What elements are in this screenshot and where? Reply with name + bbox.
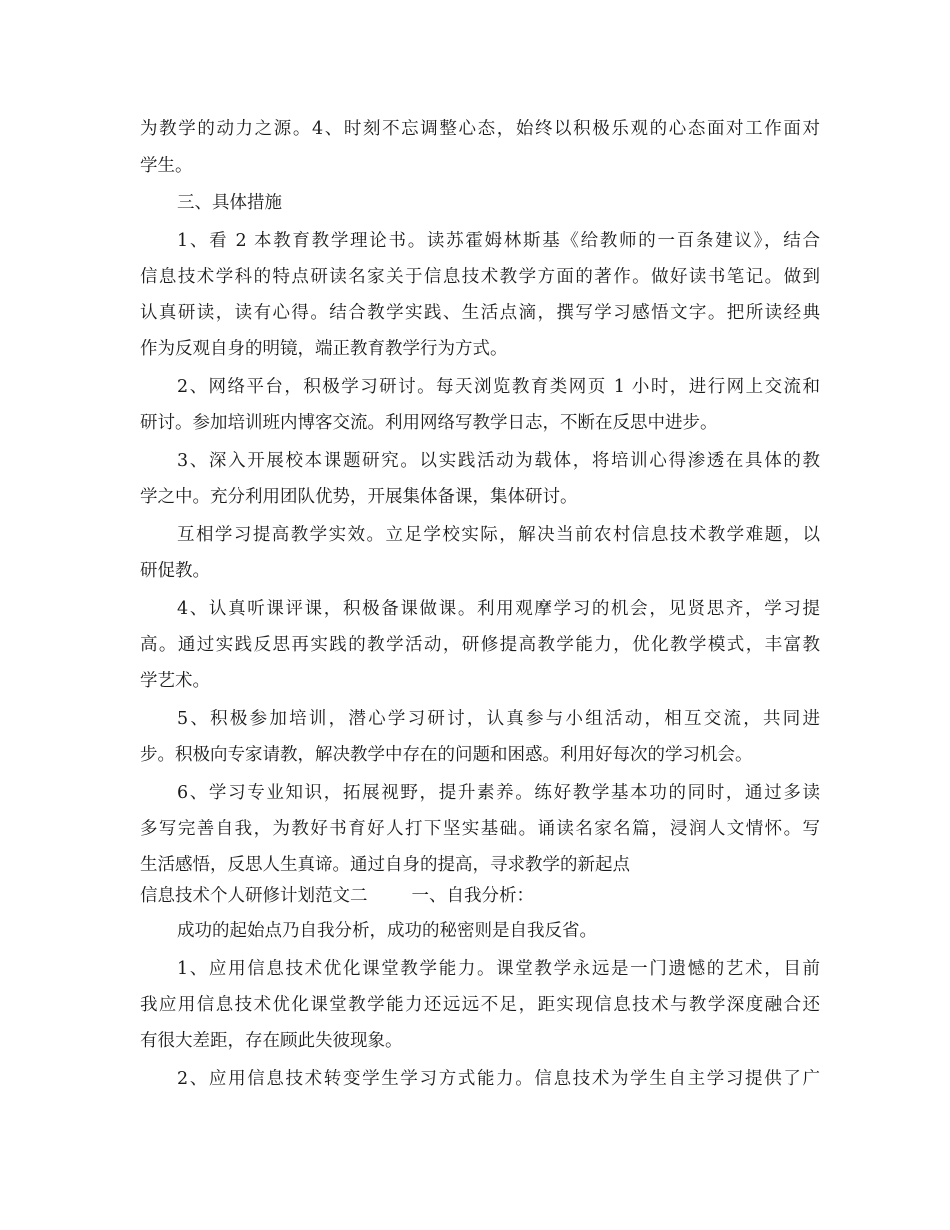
text-line: 6、学习专业知识，拓展视野，提升素养。练好教学基本功的同时，通过多读 xyxy=(177,783,820,803)
text-line: 信息技术学科的特点研读名家关于信息技术教学方面的著作。做好读书笔记。做到 xyxy=(140,267,820,287)
text-line: 生活感悟，反思人生真谛。通过自身的提高，寻求教学的新起点 xyxy=(140,855,630,875)
text-line: 三、具体措施 xyxy=(177,193,282,213)
text-line: 3、深入开展校本课题研究。以实践活动为载体，将培训心得渗透在具体的教 xyxy=(177,451,820,471)
text-line: 2、网络平台，积极学习研讨。每天浏览教育类网页 1 小时，进行网上交流和 xyxy=(177,377,820,397)
text-line: 学之中。充分利用团队优势，开展集体备课，集体研讨。 xyxy=(140,487,578,507)
text-line: 学生。 xyxy=(140,156,193,176)
text-line: 互相学习提高教学实效。立足学校实际，解决当前农村信息技术教学难题，以 xyxy=(177,525,820,545)
text-line: 5、积极参加培训，潜心学习研讨，认真参与小组活动，相互交流，共同进 xyxy=(177,709,820,729)
text-line: 1、看 2 本教育教学理论书。读苏霍姆林斯基《给教师的一百条建议》，结合 xyxy=(177,231,820,251)
text-line: 步。积极向专家请教，解决教学中存在的问题和困惑。利用好每次的学习机会。 xyxy=(140,745,753,765)
text-line: 成功的起始点乃自我分析，成功的秘密则是自我反省。 xyxy=(177,921,597,941)
text-line: 我应用信息技术优化课堂教学能力还远远不足，距实现信息技术与教学深度融合还 xyxy=(140,995,820,1015)
section-heading xyxy=(140,884,820,908)
text-line: 认真研读，读有心得。结合教学实践、生活点滴，撰写学习感悟文字。把所读经典 xyxy=(140,303,820,323)
text-line: 研讨。参加培训班内博客交流。利用网络写教学日志，不断在反思中进步。 xyxy=(140,413,718,433)
text-line: 研促教。 xyxy=(140,561,210,581)
text-line: 4、认真听课评课，积极备课做课。利用观摩学习的机会，见贤思齐，学习提 xyxy=(177,599,820,619)
document-title: 信息技术个人研修计划范文二 xyxy=(140,886,368,906)
text-line: 作为反观自身的明镜，端正教育教学行为方式。 xyxy=(140,339,508,359)
text-line: 有很大差距，存在顾此失彼现象。 xyxy=(140,1031,403,1051)
text-line: 2、应用信息技术转变学生学习方式能力。信息技术为学生自主学习提供了广 xyxy=(177,1069,820,1089)
text-line: 多写完善自我，为教好书育好人打下坚实基础。诵读名家名篇，浸润人文情怀。写 xyxy=(140,819,820,839)
section-title: 一、自我分析： xyxy=(411,886,534,906)
text-line: 高。通过实践反思再实践的教学活动，研修提高教学能力，优化教学模式，丰富教 xyxy=(140,635,820,655)
text-line: 学艺术。 xyxy=(140,671,210,691)
text-line: 为教学的动力之源。4、时刻不忘调整心态，始终以积极乐观的心态面对工作面对 xyxy=(140,119,820,139)
text-line: 1、应用信息技术优化课堂教学能力。课堂教学永远是一门遗憾的艺术，目前 xyxy=(177,959,820,979)
